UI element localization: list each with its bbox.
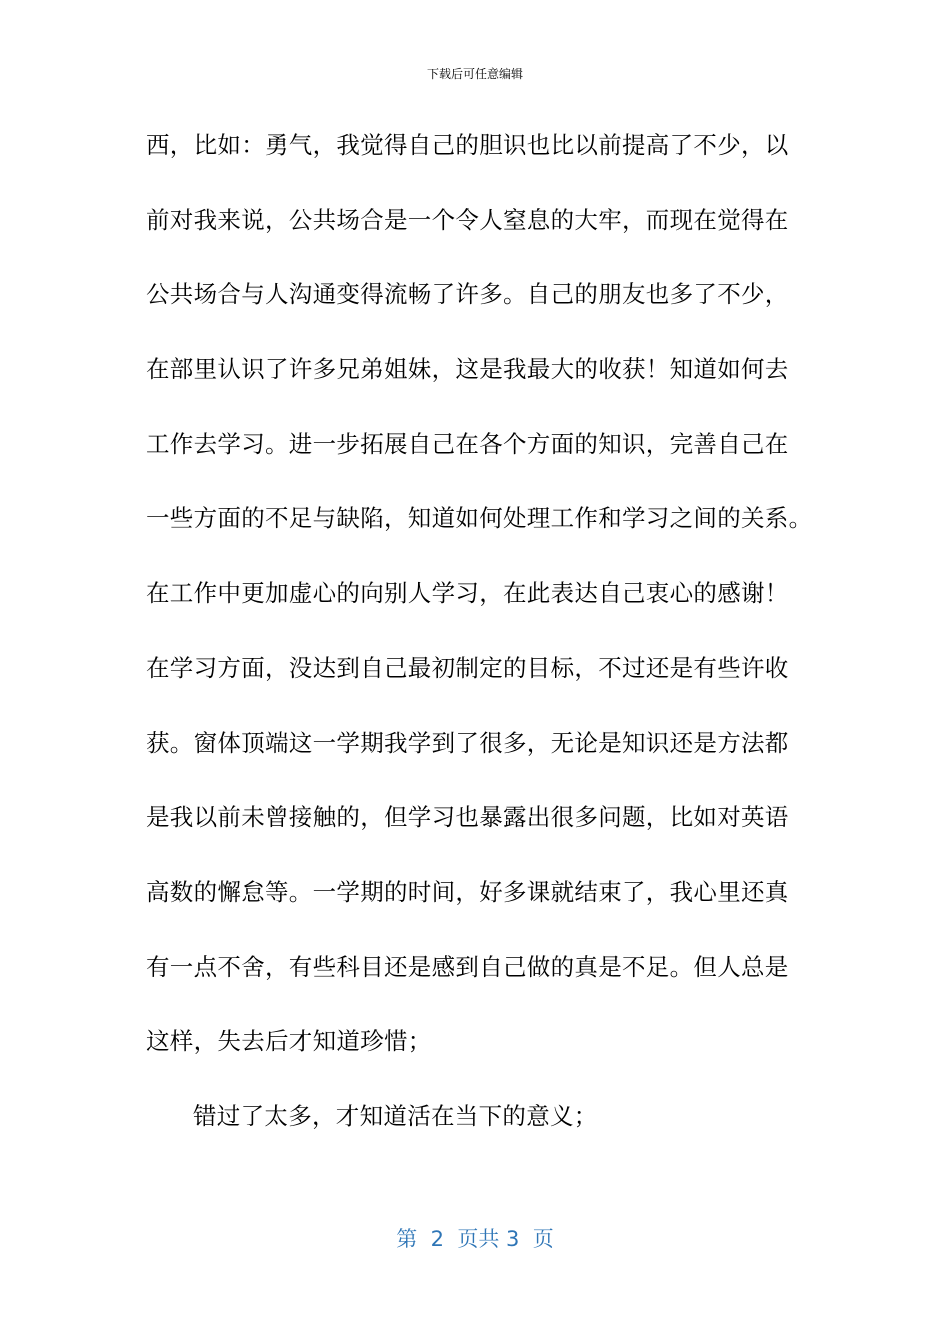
text-line: 工作去学习。进一步拓展自己在各个方面的知识，完善自己在 (146, 429, 789, 458)
text-line: 有一点不舍，有些科目还是感到自己做的真是不足。但人总是 (146, 952, 789, 981)
text-line: 是我以前未曾接触的，但学习也暴露出很多问题，比如对英语 (146, 803, 789, 832)
text-line-indented: 错过了太多，才知道活在当下的意义； (193, 1101, 598, 1130)
text-line: 在工作中更加虚心的向别人学习，在此表达自己衷心的感谢！ (146, 579, 789, 608)
text-line: 在学习方面，没达到自己最初制定的目标，不过还是有些许收 (146, 653, 789, 682)
document-body (146, 126, 826, 1172)
text-line: 获。窗体顶端这一学期我学到了很多，无论是知识还是方法都 (146, 728, 789, 757)
text-line: 西，比如：勇气，我觉得自己的胆识也比以前提高了不少，以 (146, 131, 789, 159)
text-line: 前对我来说，公共场合是一个令人窒息的大牢，而现在觉得在 (146, 205, 789, 234)
page-header: 下载后可任意编辑 (426, 67, 523, 81)
text-line: 一些方面的不足与缺陷，知道如何处理工作和学习之间的关系。 (146, 504, 813, 533)
page-number-footer: 第 2 页共 3 页 (396, 1227, 554, 1251)
text-line: 在部里认识了许多兄弟姐妹，这是我最大的收获！知道如何去 (146, 355, 789, 384)
text-line: 这样，失去后才知道珍惜； (146, 1027, 432, 1056)
text-line: 高数的懈怠等。一学期的时间，好多课就结束了，我心里还真 (146, 877, 789, 906)
text-line: 公共场合与人沟通变得流畅了许多。自己的朋友也多了不少， (146, 280, 789, 309)
